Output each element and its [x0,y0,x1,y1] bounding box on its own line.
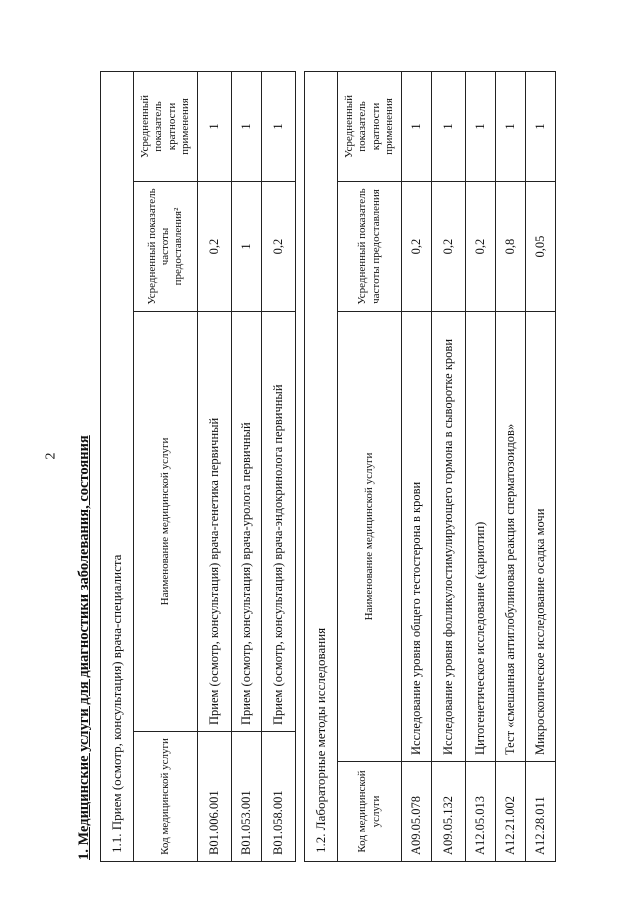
multiplicity-value: 1 [526,71,556,181]
column-header-name: Наименование медицинской услуги [134,312,198,732]
service-code: A09.05.078 [402,762,432,862]
section-title: 1.2. Лабораторные методы исследования [305,71,338,861]
column-header-name: Наименование медицинской услуги [338,312,402,762]
rotated-page-content [76,2,636,862]
multiplicity-value: 1 [402,71,432,181]
service-name: Исследование уровня фолликулостимулирующего гормона в сыворотке крови [432,312,466,762]
page-number: 2 [43,452,59,460]
frequency-value: 1 [232,182,262,312]
table-header-row [134,71,198,861]
multiplicity-value: 1 [466,71,496,181]
service-name: Прием (осмотр, консультация) врача-эндокринолога первичный [262,312,296,732]
multiplicity-value: 1 [496,71,526,181]
table-row [526,71,556,861]
laboratory-table [304,71,556,862]
table-section-title-row [305,71,338,861]
multiplicity-value: 1 [198,71,232,181]
table-row [262,71,296,861]
service-code: A12.28.011 [526,762,556,862]
frequency-value: 0,2 [402,182,432,312]
service-code: A12.21.002 [496,762,526,862]
frequency-value: 0,2 [466,182,496,312]
table-row [432,71,466,861]
column-header-multiplicity: Усредненный показатель кратности применения [134,71,198,181]
column-header-frequency: Усредненный показатель частоты предоставления [338,182,402,312]
multiplicity-value: 1 [432,71,466,181]
frequency-value: 0,05 [526,182,556,312]
table-row [496,71,526,861]
service-code: A12.05.013 [466,762,496,862]
multiplicity-value: 1 [232,71,262,181]
frequency-value: 0,2 [262,182,296,312]
frequency-value: 0,2 [432,182,466,312]
table-row [232,71,262,861]
column-header-code: Код медицинской услуги [134,732,198,862]
section-heading: 1. Медицинские услуги для диагностики заболевания, состояния [76,435,92,860]
table-row [402,71,432,861]
column-header-frequency: Усредненный показатель частоты предоставления² [134,182,198,312]
multiplicity-value: 1 [262,71,296,181]
service-code: B01.058.001 [262,732,296,862]
column-header-code: Код медицинской услуги [338,762,402,862]
service-name: Цитогенетическое исследование (кариотип) [466,312,496,762]
table-row [466,71,496,861]
service-code: B01.053.001 [232,732,262,862]
table-header-row [338,71,402,861]
service-code: A09.05.132 [432,762,466,862]
consultation-table [100,71,296,862]
table-section-title-row [101,71,134,861]
column-header-multiplicity: Усредненный показатель кратности применения [338,71,402,181]
section-title: 1.1. Прием (осмотр, консультация) врача-специалиста [101,71,134,861]
service-name: Прием (осмотр, консультация) врача-генетика первичный [198,312,232,732]
table-row [198,71,232,861]
service-name: Прием (осмотр, консультация) врача-уролога первичный [232,312,262,732]
service-name: Микроскопическое исследование осадка мочи [526,312,556,762]
frequency-value: 0,8 [496,182,526,312]
service-name: Тест «смешанная антиглобулиновая реакция сперматозоидов» [496,312,526,762]
service-code: B01.006.001 [198,732,232,862]
frequency-value: 0,2 [198,182,232,312]
service-name: Исследование уровня общего тестостерона в крови [402,312,432,762]
